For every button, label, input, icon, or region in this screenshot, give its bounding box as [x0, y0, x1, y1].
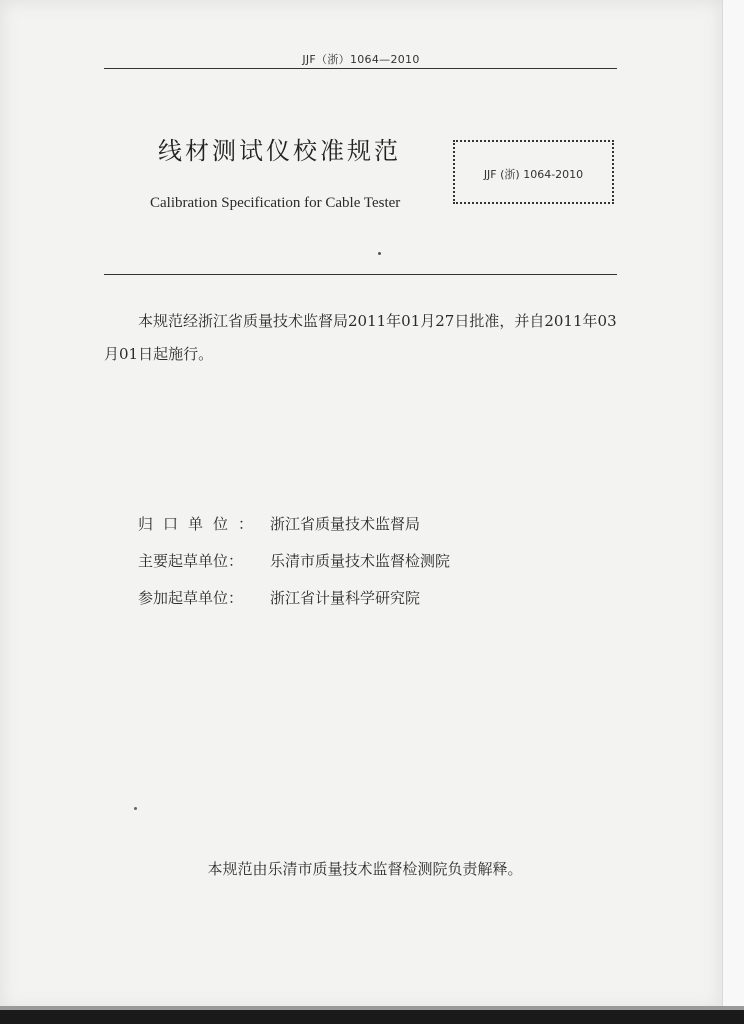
org-row-main-drafter	[138, 550, 450, 571]
org-row-participating-drafter	[138, 587, 420, 608]
org-label: 主要起草单位：	[138, 552, 244, 570]
interpretation-note: 本规范由乐清市质量技术监督检测院负责解释。	[207, 860, 523, 878]
org-row-responsible	[138, 513, 420, 534]
standard-code-box-text: JJF (浙) 1064-2010	[483, 168, 584, 181]
speck-mark	[378, 252, 381, 255]
org-value: 乐清市质量技术监督检测院	[270, 552, 451, 570]
org-label: 归口单位：	[138, 515, 264, 533]
approval-statement: 本规范经浙江省质量技术监督局2011年01月27日批准，并自2011年03月01日起施行。	[104, 312, 617, 363]
header-standard-code: JJF（浙）1064—2010	[302, 53, 420, 66]
top-divider	[104, 68, 617, 69]
page-edge-right	[722, 0, 744, 1024]
org-label: 参加起草单位：	[138, 589, 244, 607]
title-chinese: 线材测试仪校准规范	[158, 137, 401, 165]
org-value: 浙江省质量技术监督局	[270, 515, 421, 533]
standard-code-box	[453, 140, 614, 204]
bottom-divider	[104, 274, 617, 275]
speck-mark	[134, 807, 137, 810]
title-english: Calibration Specification for Cable Tester	[150, 195, 401, 211]
org-value: 浙江省计量科学研究院	[270, 589, 421, 607]
page-edge-bottom	[0, 1010, 744, 1024]
